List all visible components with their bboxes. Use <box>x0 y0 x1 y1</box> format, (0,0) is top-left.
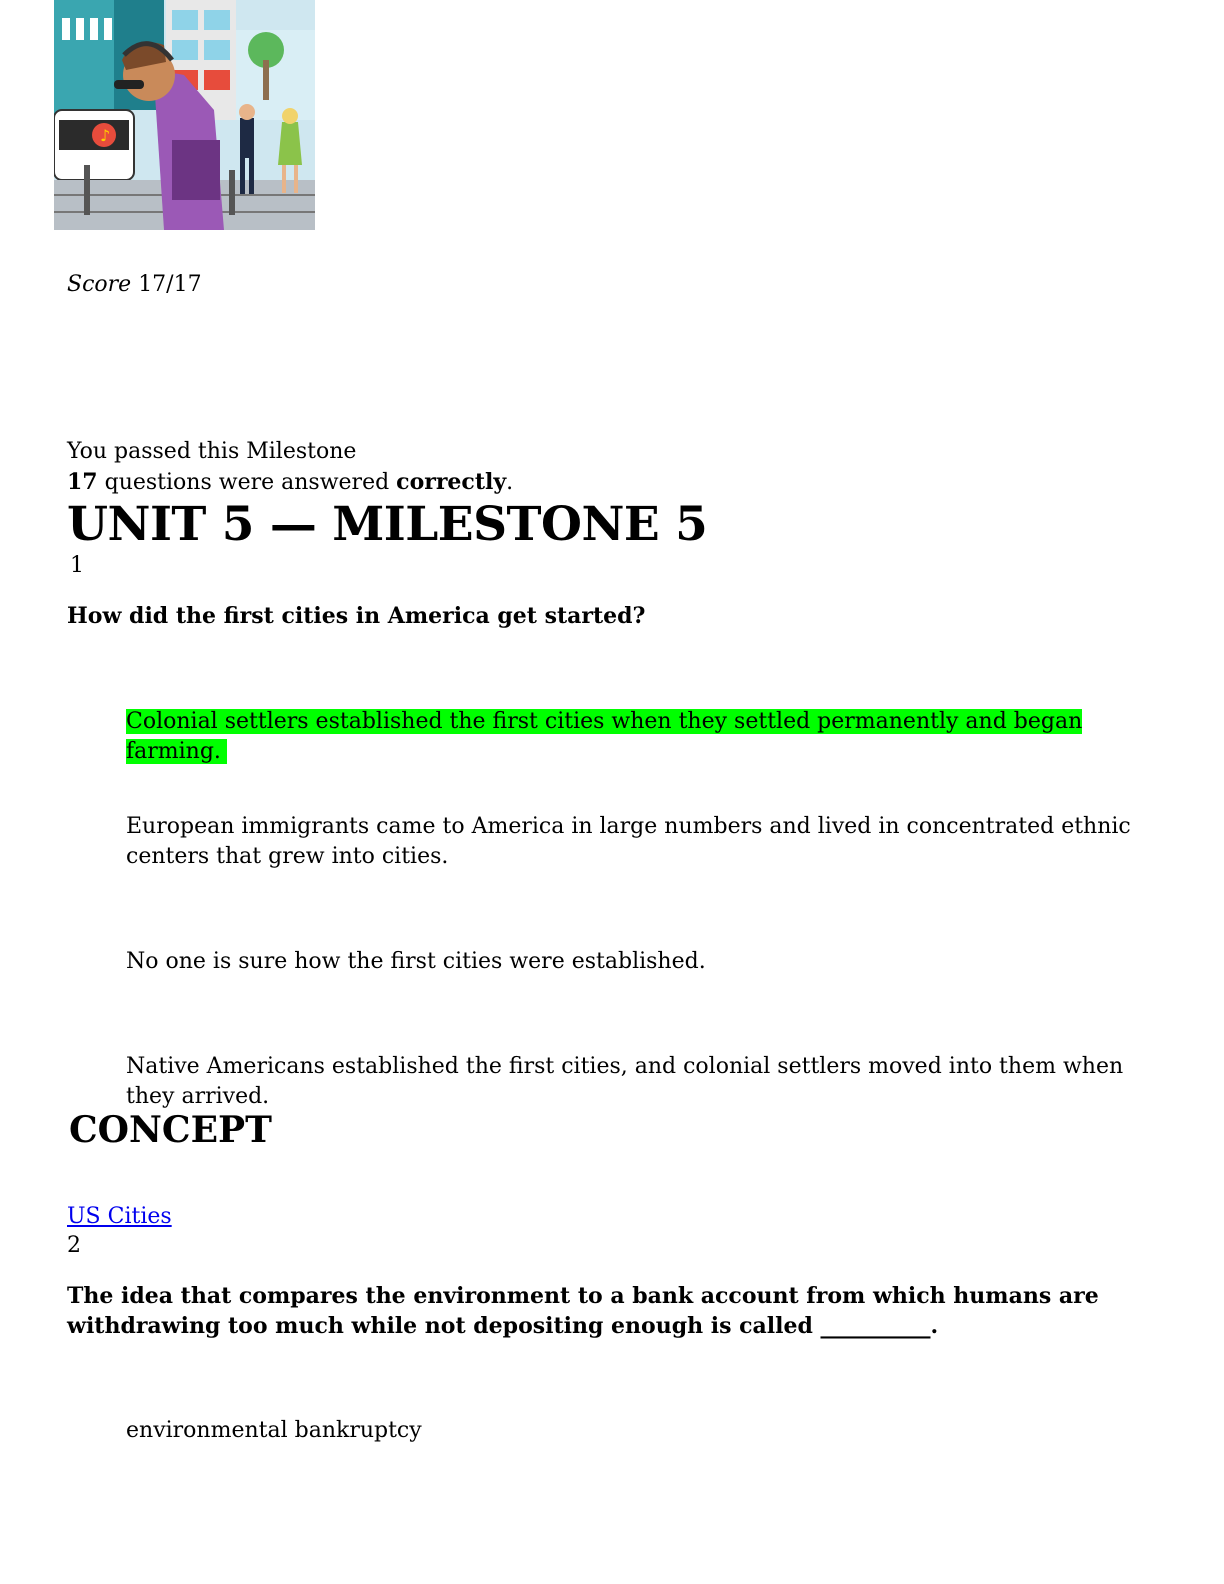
svg-text:♪: ♪ <box>100 126 111 145</box>
passed-message: You passed this Milestone <box>67 439 357 464</box>
score-value: 17/17 <box>138 272 202 297</box>
page-title: UNIT 5 — MILESTONE 5 <box>67 497 708 552</box>
correct-emphasis: correctly <box>396 469 507 495</box>
answer-option[interactable]: Native Americans established the first cities, and colonial settlers moved into them when they arrived. <box>126 1054 1124 1109</box>
correct-count-line <box>67 467 513 498</box>
answer-option[interactable]: environmental bankruptcy <box>126 1418 422 1443</box>
answer-option-label: Colonial settlers established the first cities when they settled permanently and began farming. <box>126 709 1083 764</box>
answer-option[interactable]: European immigrants came to America in large numbers and lived in concentrated ethnic centers that grew into cities. <box>126 814 1131 869</box>
correct-middle-text: questions were answered <box>97 470 397 495</box>
question-text: How did the first cities in America get started? <box>67 603 646 629</box>
correct-count: 17 <box>67 469 98 495</box>
question-number: 1 <box>70 553 84 578</box>
question-text: The idea that compares the environment to a bank account from which humans are withdrawing too much while not depositing enough is called __________. <box>67 1283 1099 1339</box>
answer-option-selected[interactable] <box>126 707 1166 767</box>
city-illustration-icon <box>54 0 315 230</box>
concept-link[interactable]: US Cities <box>67 1204 172 1229</box>
score-line <box>67 270 202 300</box>
correct-end: . <box>506 470 514 495</box>
answer-option[interactable]: No one is sure how the first cities were established. <box>126 949 706 974</box>
concept-heading: CONCEPT <box>69 1109 272 1151</box>
header-illustration <box>54 0 315 230</box>
score-label: Score <box>67 272 132 297</box>
question-number: 2 <box>67 1233 81 1258</box>
